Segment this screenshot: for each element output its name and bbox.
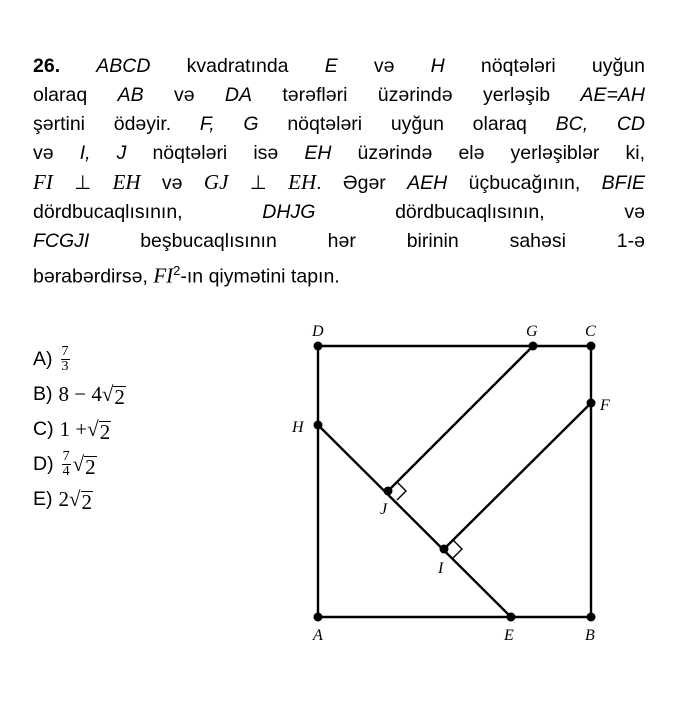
problem-statement [33,52,645,292]
geometry-figure [280,315,620,655]
point-j [384,487,393,496]
label-c: C [585,323,596,340]
choice-label: B) [33,383,53,405]
point-c [587,342,596,351]
label-g: G [526,323,538,340]
choice-c-value: 1 + √ 2 [59,417,111,444]
choice-a[interactable] [33,342,126,377]
choice-e[interactable] [33,482,126,517]
problem-line-8: bərabərdirsə, $FI^2-ın$ qiymətini tapın. [33,263,340,288]
point-g [529,342,538,351]
choice-label: D) [33,453,54,475]
problem-line-5: FI ⊥ EH və GJ ⊥ EH. Əgər AEH üçbucağının, BFIE [33,170,646,194]
problem-line-3: şərtini ödəyir. F, G nöqtələri uyğun olaraq BC, CD [33,113,645,135]
label-a: A [313,627,323,644]
choice-a-value: $\frac{7}{3}$ [61,344,69,374]
segment-fi [444,403,591,549]
label-d: D [312,323,324,340]
point-f [587,399,596,408]
choice-d-value: $\frac{7}{4}$ √ 2 [62,449,96,479]
segment-gj [388,346,533,491]
problem-line-6: dördbucaqlısının, DHJG dördbucaqlısının, və [33,201,645,223]
choice-e-value: 2 √ 2 [58,487,93,514]
choice-b-value: 8 − 4 √ 2 [58,382,125,409]
choice-d[interactable] [33,447,126,482]
choice-b[interactable] [33,377,126,412]
problem-line-2: olaraq AB və DA tərəfləri üzərində yerləşib AE=AH [33,84,645,106]
choice-c[interactable] [33,412,126,447]
label-i: I [438,560,444,577]
point-e [507,613,516,622]
choice-label: C) [33,418,54,440]
point-b [587,613,596,622]
label-e: E [504,627,514,644]
label-h: H [292,419,304,436]
problem-line-7: FCGJI beşbucaqlısının hər birinin sahəsi 1-ə [33,230,645,252]
label-j: J [380,501,388,518]
problem-line-1: 26. ABCD kvadratında E və H nöqtələri uyğun [33,55,645,77]
segment-he [318,425,511,617]
problem-number: 26. [33,55,61,77]
point-a [314,613,323,622]
point-h [314,421,323,430]
choice-label: A) [33,348,53,370]
label-b: B [585,627,595,644]
label-f: F [600,397,610,414]
answer-choices [33,342,126,517]
square-abcd [318,346,591,617]
point-d [314,342,323,351]
choice-label: E) [33,488,53,510]
problem-line-4: və I, J nöqtələri isə EH üzərində elə yerləşiblər ki, [33,142,646,164]
point-i [440,545,449,554]
